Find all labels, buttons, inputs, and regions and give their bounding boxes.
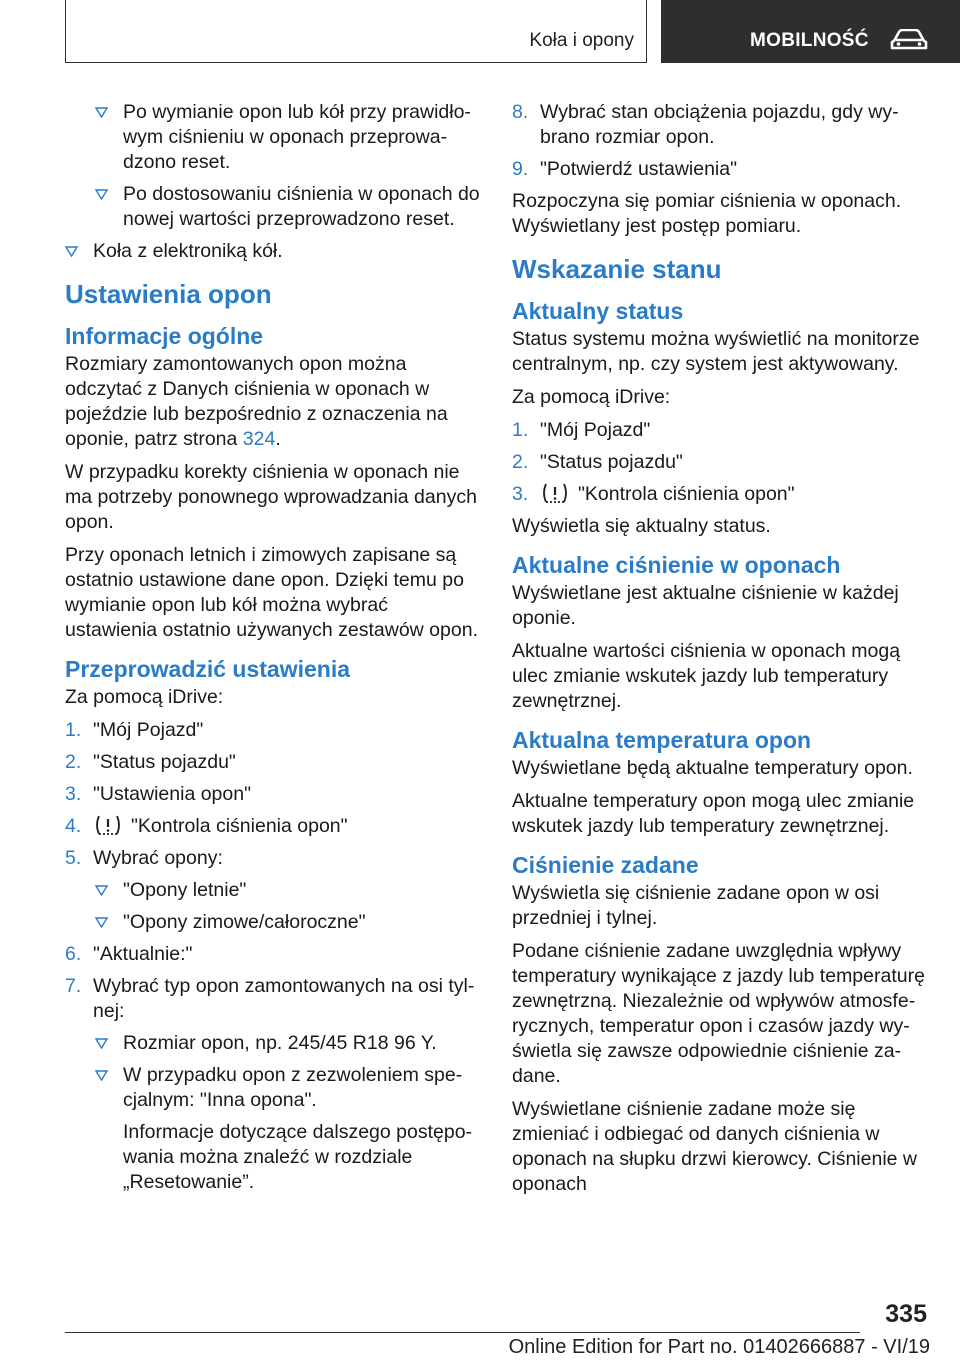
step-text: Wybrać typ opon zamontowanych na osi tylnej: [93, 975, 475, 1022]
paragraph-seasonal: Przy oponach letnich i zimowych zapisane są ostatnio ustawione dane opon. Dzięki temu po wymianie opon lub kół można wybrać ustawienia ostatnio używanych zestawów opon. [65, 544, 478, 641]
list-item-text: Koła z elektroniką kół. [93, 240, 283, 262]
tire-pressure-warning-icon [93, 814, 123, 836]
list-item [95, 1063, 485, 1113]
list-item [65, 239, 485, 264]
list-item-text: Informacje dotyczące dalszego postępowania można znaleźć w rozdziale „Resetowanie”. [123, 1121, 473, 1193]
paragraph-correction: W przypadku korekty ciśnienia w oponach nie ma potrzeby ponownego wprowadzania danych opon. [65, 461, 477, 533]
heading-current-temperature: Aktualna temperatura opon [512, 727, 812, 753]
chapter-tab [661, 0, 960, 63]
step-text: "Aktualnie:" [93, 943, 193, 965]
paragraph-temperature-1: Wyświetlane będą aktualne temperatury opon. [512, 757, 913, 779]
step-number: 8. [512, 101, 529, 123]
step-item [512, 450, 930, 475]
step-item [65, 782, 485, 807]
footer-divider [65, 1332, 860, 1333]
page-number: 335 [885, 1300, 927, 1328]
step-text: "Kontrola ciśnienia opon" [131, 815, 348, 837]
list-item-text: Po wymianie opon lub kół przy prawidłowym ciśnieniu w oponach przeprowadzono reset. [123, 101, 471, 173]
list-item [95, 878, 485, 903]
step-text: "Mój Pojazd" [540, 419, 651, 441]
list-item-text: Po dostosowaniu ciśnienia w oponach do nowej wartości przeprowadzono reset. [123, 183, 480, 230]
paragraph-pressure-2: Aktualne wartości ciśnienia w oponach mogą ulec zmianie wskutek jazdy lub temperatury zewnętrznej. [512, 640, 901, 712]
step-text: "Ustawienia opon" [93, 783, 252, 805]
header-section-box [65, 0, 647, 63]
step-text: "Potwierdź ustawienia" [540, 158, 738, 180]
page-reference-link[interactable]: 324 [242, 428, 276, 450]
paragraph-tire-sizes: Rozmiary zamontowanych opon można odczytać z Danych ciśnienia w oponach w pojeździe lub bezpośrednio z oznaczenia na oponie, patrz strona 324. [65, 353, 448, 450]
list-item [95, 910, 485, 935]
heading-perform-settings: Przeprowadzić ustawienia [65, 656, 351, 682]
step-text: "Status pojazdu" [93, 751, 236, 773]
triangle-bullet-icon [95, 917, 108, 928]
step-text: "Status pojazdu" [540, 451, 683, 473]
car-icon [890, 29, 928, 51]
list-item-note [123, 1120, 485, 1195]
triangle-bullet-icon [95, 1038, 108, 1049]
heading-current-status: Aktualny status [512, 298, 684, 324]
list-item [95, 182, 485, 232]
step-number: 1. [512, 419, 529, 441]
paragraph-measurement: Rozpoczyna się pomiar ciśnienia w oponach. Wyświetlany jest postęp pomiaru. [512, 190, 902, 237]
paragraph-pressure-1: Wyświetlane jest aktualne ciśnienie w każdej oponie. [512, 582, 899, 629]
list-item [95, 1031, 485, 1056]
step-item [65, 814, 485, 839]
paragraph-idrive: Za pomocą iDrive: [512, 386, 671, 408]
step-item [512, 482, 930, 507]
list-item-text: "Opony zimowe/całoroczne" [123, 911, 366, 933]
step-number: 2. [512, 451, 529, 473]
step-number: 9. [512, 158, 529, 180]
paragraph-target-2: Podane ciśnienie zadane uwzględnia wpływy temperatury wynikające z jazdy lub temperaturę zewnętrzną. Niezależnie od wpływów atmosferycznych, temperatur opon i czasów jazdy wyświetla się zawsze odpowiednie ciśnienie zadane. [512, 940, 925, 1087]
step-item [512, 157, 930, 182]
step-number: 5. [65, 847, 82, 869]
paragraph-temperature-2: Aktualne temperatury opon mogą ulec zmianie wskutek jazdy lub temperatury zewnętrznej. [512, 790, 915, 837]
heading-target-pressure: Ciśnienie zadane [512, 852, 699, 878]
step-item [65, 718, 485, 743]
section-title: Koła i opony [529, 30, 634, 51]
right-column [512, 100, 930, 1205]
heading-status-display: Wskazanie stanu [512, 254, 722, 284]
triangle-bullet-icon [95, 107, 108, 118]
chapter-tab-label: MOBILNOŚĆ [750, 30, 869, 51]
step-item [512, 100, 930, 150]
paragraph-target-3: Wyświetlane ciśnienie zadane może się zmieniać i odbiegać od danych ciśnienia w oponach na słupku drzwi kierowcy. Ciśnienie w oponach [512, 1098, 917, 1195]
list-item-text: Rozmiar opon, np. 245/45 R18 96 Y. [123, 1032, 437, 1054]
triangle-bullet-icon [95, 1070, 108, 1081]
left-column [65, 100, 485, 1202]
triangle-bullet-icon [65, 246, 78, 257]
heading-current-pressure: Aktualne ciśnienie w oponach [512, 552, 841, 578]
list-item-text: "Opony letnie" [123, 879, 247, 901]
triangle-bullet-icon [95, 885, 108, 896]
step-text: Wybrać stan obciążenia pojazdu, gdy wybrano rozmiar opon. [540, 101, 899, 148]
list-item [95, 100, 485, 175]
heading-general-info: Informacje ogólne [65, 323, 264, 349]
step-number: 2. [65, 751, 82, 773]
step-number: 1. [65, 719, 82, 741]
paragraph-status-shown: Wyświetla się aktualny status. [512, 515, 771, 537]
triangle-bullet-icon [95, 189, 108, 200]
footer-edition-text: Online Edition for Part no. 01402666887 - VI/19 [508, 1336, 930, 1358]
step-item [65, 846, 485, 871]
step-item [512, 418, 930, 443]
tire-pressure-warning-icon [540, 482, 570, 504]
step-text: Wybrać opony: [93, 847, 223, 869]
paragraph-current-status: Status systemu można wyświetlić na monitorze centralnym, np. czy system jest aktywowany. [512, 328, 920, 375]
paragraph-target-1: Wyświetla się ciśnienie zadane opon w osi przedniej i tylnej. [512, 882, 880, 929]
step-item [65, 974, 485, 1024]
step-text: "Mój Pojazd" [93, 719, 204, 741]
step-text: "Kontrola ciśnienia opon" [578, 483, 795, 505]
step-number: 6. [65, 943, 82, 965]
step-item [65, 750, 485, 775]
step-number: 4. [65, 815, 82, 837]
paragraph-idrive: Za pomocą iDrive: [65, 686, 224, 708]
list-item-text: W przypadku opon z zezwoleniem specjalnym: "Inna opona". [123, 1064, 463, 1111]
step-number: 3. [512, 483, 529, 505]
step-number: 7. [65, 975, 82, 997]
heading-tire-settings: Ustawienia opon [65, 279, 272, 309]
step-item [65, 942, 485, 967]
step-number: 3. [65, 783, 82, 805]
